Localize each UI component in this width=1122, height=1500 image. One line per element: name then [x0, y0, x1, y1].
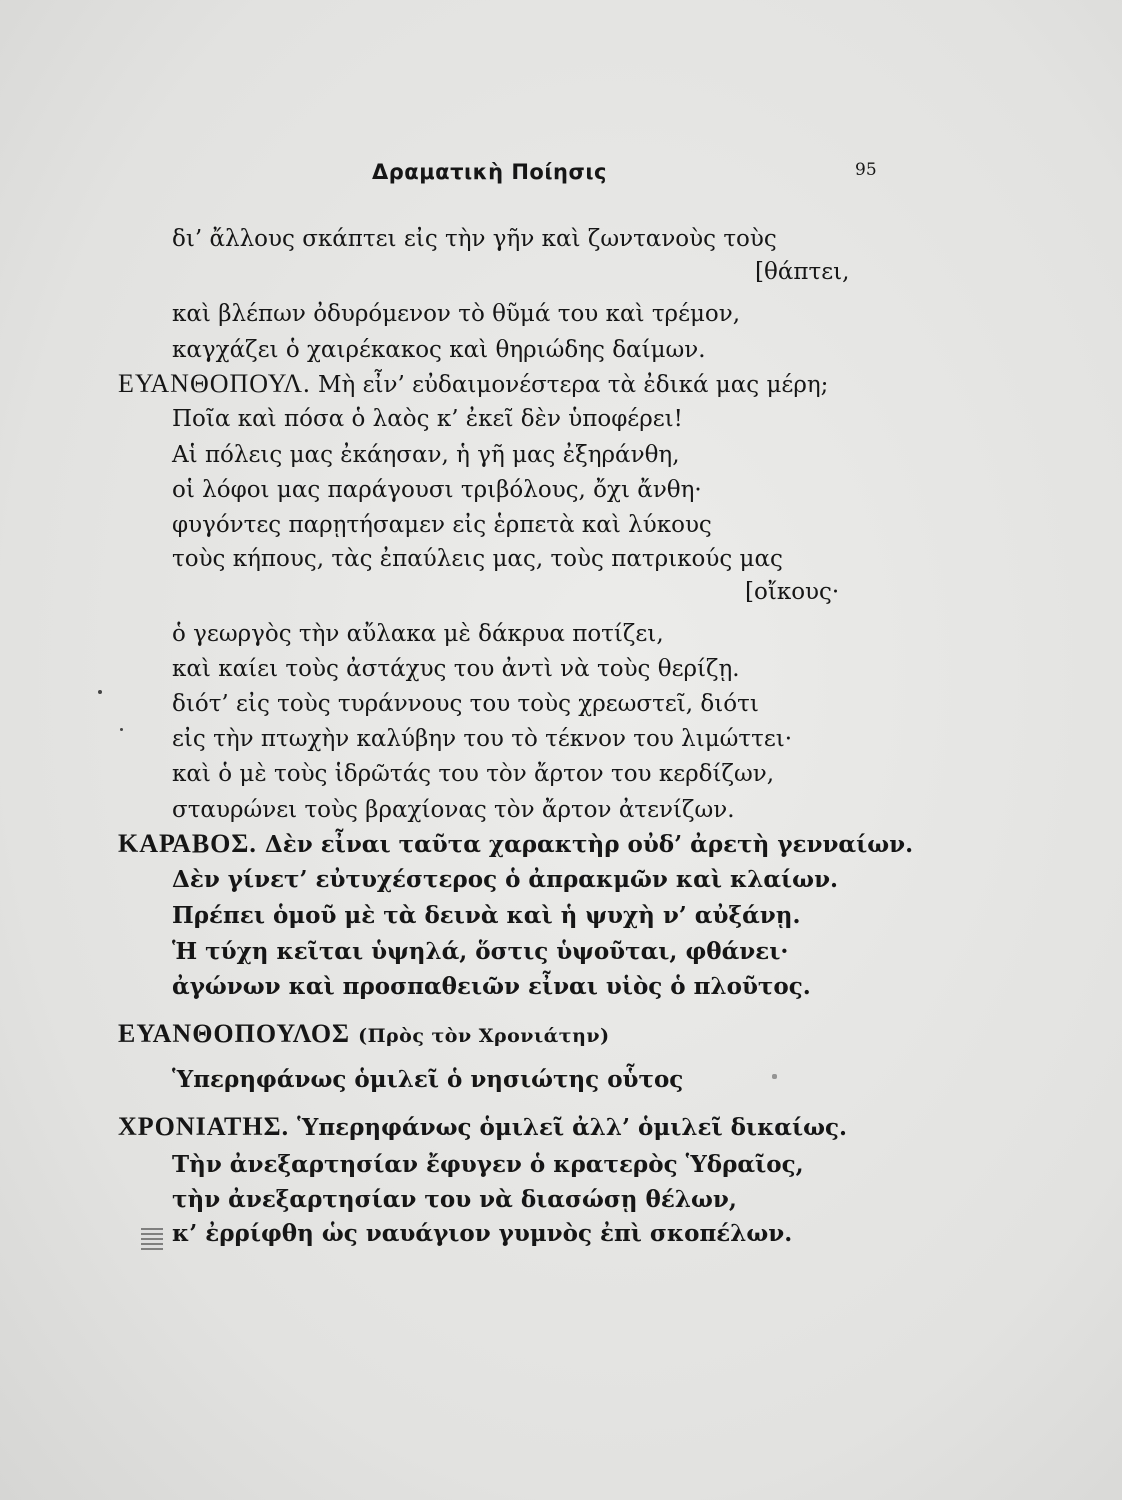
- verse-line: διότ’ εἰς τοὺς τυράννους του τοὺς χρεωστεῖ, διότι: [172, 691, 759, 717]
- speaker-name: ΧΡΟΝΙΑΤΗΣ.: [118, 1112, 290, 1141]
- verse-text: Δὲν εἶναι ταῦτα χαρακτὴρ οὐδ’ ἀρετὴ γενναίων.: [264, 831, 914, 858]
- verse-line: καγχάζει ὁ χαιρέκακος καὶ θηριώδης δαίμων.: [172, 337, 706, 363]
- verse-line: δι’ ἄλλους σκάπτει εἰς τὴν γῆν καὶ ζωντανοὺς τοὺς: [172, 226, 777, 252]
- ink-speck: [98, 690, 102, 694]
- verse-line: Τὴν ἀνεξαρτησίαν ἔφυγεν ὁ κρατερὸς Ὑδραῖος,: [172, 1151, 804, 1178]
- running-head-title: Δραματικὴ Ποίησις: [372, 160, 607, 184]
- verse-text: Μὴ εἶν’ εὐδαιμονέστερα τὰ ἐδικά μας μέρη;: [317, 372, 829, 398]
- verse-line: καὶ καίει τοὺς ἀστάχυς του ἀντὶ νὰ τοὺς θερίζῃ.: [172, 656, 740, 682]
- verse-line: σταυρώνει τοὺς βραχίονας τὸν ἄρτον ἀτενίζων.: [172, 797, 735, 823]
- ink-speck: [120, 728, 123, 731]
- speaker-line: [118, 1020, 610, 1050]
- verse-line: τοὺς κήπους, τὰς ἐπαύλεις μας, τοὺς πατρικούς μας: [172, 546, 783, 572]
- verse-line: ἀγώνων καὶ προσπαθειῶν εἶναι υἱὸς ὁ πλοῦτος.: [172, 973, 811, 1000]
- speaker-line: [118, 370, 828, 399]
- stage-direction: (Πρὸς τὸν Χρονιάτην): [358, 1025, 610, 1047]
- verse-line: καὶ ὁ μὲ τοὺς ἱδρῶτάς του τὸν ἄρτον του κερδίζων,: [172, 761, 775, 787]
- verse-line: Δὲν γίνετ’ εὐτυχέστερος ὁ ἀπρακμῶν καὶ κλαίων.: [172, 866, 839, 893]
- speaker-line: [118, 1113, 847, 1142]
- speaker-name: ΚΑΡΑΒΟΣ.: [118, 829, 257, 858]
- verse-line: τὴν ἀνεξαρτησίαν του νὰ διασώσῃ θέλων,: [172, 1186, 737, 1213]
- speaker-line: [118, 830, 913, 859]
- verse-line: Ὑπερηφάνως ὁμιλεῖ ὁ νησιώτης οὗτος: [172, 1066, 684, 1093]
- ink-speck: [772, 1074, 777, 1079]
- verse-line: Ἡ τύχη κεῖται ὑψηλά, ὅστις ὑψοῦται, φθάνει·: [172, 938, 789, 965]
- verse-line: οἱ λόφοι μας παράγουσι τριβόλους, ὄχι ἄνθη·: [172, 477, 702, 503]
- verse-line: Αἱ πόλεις μας ἐκάησαν, ἡ γῆ μας ἐξηράνθη,: [172, 442, 680, 468]
- verse-line: εἰς τὴν πτωχὴν καλύβην του τὸ τέκνον του λιμώττει·: [172, 726, 793, 752]
- verse-line: Πρέπει ὁμοῦ μὲ τὰ δεινὰ καὶ ἡ ψυχὴ ν’ αὐξάνῃ.: [172, 902, 801, 929]
- verse-line-continuation: [θάπτει,: [755, 259, 850, 285]
- verse-line-continuation: [οἴκους·: [745, 579, 840, 605]
- verse-line: φυγόντες παρῃτήσαμεν εἰς ἑρπετὰ καὶ λύκους: [172, 512, 712, 538]
- verse-text: Ὑπερηφάνως ὁμιλεῖ ἀλλ’ ὁμιλεῖ δικαίως.: [297, 1114, 848, 1141]
- page-number: 95: [855, 160, 877, 180]
- verse-line: ὁ γεωργὸς τὴν αὔλακα μὲ δάκρυα ποτίζει,: [172, 621, 664, 647]
- print-blemish: [141, 1228, 163, 1250]
- verse-line: καὶ βλέπων ὀδυρόμενον τὸ θῦμά του καὶ τρέμον,: [172, 301, 741, 327]
- speaker-name: ΕΥΑΝΘΟΠΟΥΛ.: [118, 369, 311, 398]
- verse-line: Ποῖα καὶ πόσα ὁ λαὸς κ’ ἐκεῖ δὲν ὑποφέρει!: [172, 406, 683, 432]
- verse-line: κ’ ἐρρίφθη ὡς ναυάγιον γυμνὸς ἐπὶ σκοπέλων.: [172, 1220, 793, 1247]
- speaker-name: ΕΥΑΝΘΟΠΟΥΛΟΣ: [118, 1019, 351, 1048]
